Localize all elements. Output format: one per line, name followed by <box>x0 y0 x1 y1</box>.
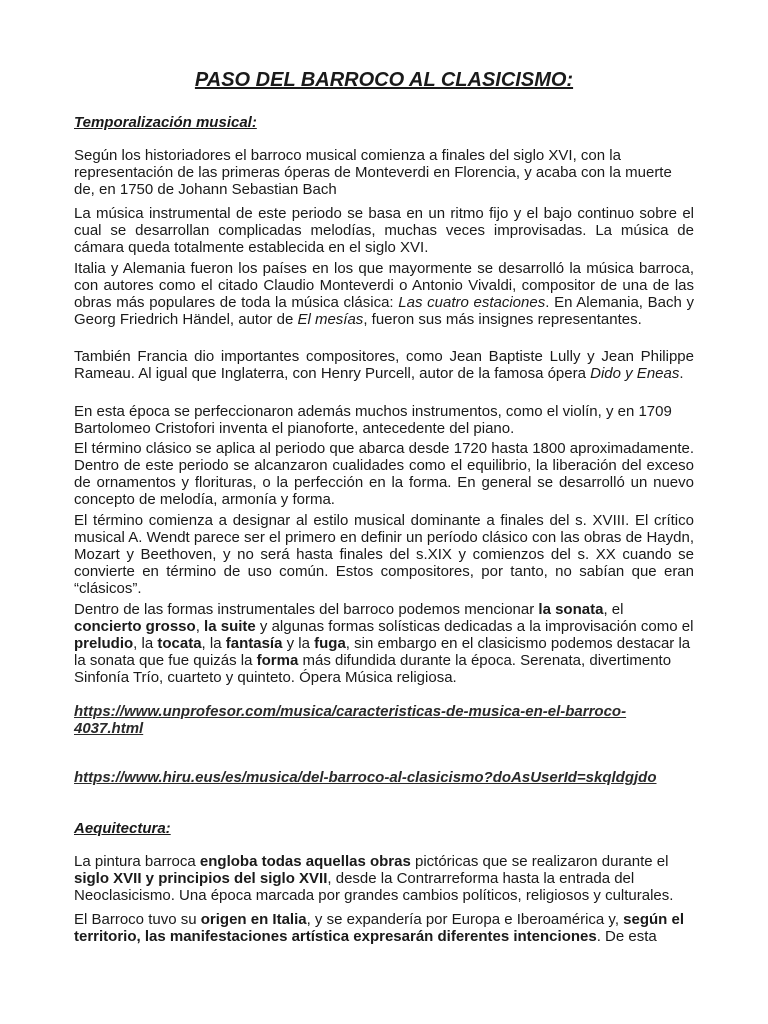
document-title: PASO DEL BARROCO AL CLASICISMO: <box>194 69 574 91</box>
work-title-cuatro-estaciones: Las cuatro estaciones <box>398 294 546 311</box>
paragraph-2: La música instrumental de este periodo se basa en un ritmo fijo y el bajo continuo sobre el cual se desarrollan complicadas melodías, muchas veces improvisadas. La música de cámara queda totalmente establecida en el siglo XVI. <box>74 205 694 256</box>
link-hiru[interactable]: https://www.hiru.eus/es/musica/del-barroco-al-clasicismo?doAsUserId=skqldgjdo <box>74 769 657 786</box>
paragraph-9: La pintura barroca engloba todas aquellas obras pictóricas que se realizaron durante el siglo XVII y principios del siglo XVII, desde la Contrarreforma hasta la entrada del Neoclasicismo. Una época marcada por grandes cambios políticos, religiosos y culturales. <box>74 853 674 904</box>
paragraph-1: Según los historiadores el barroco musical comienza a finales del siglo XVI, con la representación de las primeras óperas de Monteverdi en Florencia, y acaba con la muerte de, en 1750 de Johann Sebastian Bach <box>74 147 672 198</box>
paragraph-8: Dentro de las formas instrumentales del barroco podemos mencionar la sonata, el concierto grosso, la suite y algunas formas solísticas dedicadas a la improvisación como el preludio, la tocata, la fantasía y la fuga, sin embargo en el clasicismo podemos destacar la la sonata que fue quizás la forma más difundida durante la época. Serenata, divertimento Sinfonía Trío, cuarteto y quinteto. Ópera Música religiosa. <box>74 601 694 686</box>
paragraph-4: También Francia dio importantes compositores, como Jean Baptiste Lully y Jean Philippe Rameau. Al igual que Inglaterra, con Henry Purcell, autor de la famosa ópera Dido y Eneas. <box>74 348 694 382</box>
paragraph-7: El término comienza a designar al estilo musical dominante a finales del s. XVIII. El crítico musical A. Wendt parece ser el primero en definir un período clásico con las obras de Haydn, Mozart y Beethoven, y no será hasta finales del s.XIX y comienzos del s. XX cuando se convierte en término de uso común. Estos compositores, por tanto, no sabían que eran “clásicos”. <box>74 512 694 597</box>
paragraph-6: El término clásico se aplica al periodo que abarca desde 1720 hasta 1800 aproximadamente. Dentro de este periodo se alcanzaron cualidades como el equilibrio, la liberación del exceso de ornamentos y florituras, o la perfección en la forma. En general se desarrolló un nuevo concepto de melodía, armonía y forma. <box>74 440 694 508</box>
paragraph-5: En esta época se perfeccionaron además muchos instrumentos, como el violín, y en 1709 Bartolomeo Cristofori inventa el pianoforte, antecedente del piano. <box>74 403 672 437</box>
work-title-dido-y-eneas: Dido y Eneas <box>590 365 680 382</box>
paragraph-10: El Barroco tuvo su origen en Italia, y se expandería por Europa e Iberoamérica y, según el territorio, las manifestaciones artística expresarán diferentes intenciones. De esta <box>74 911 685 945</box>
work-title-el-mesias: El mesías <box>297 311 364 328</box>
section-heading-temporalizacion: Temporalización musical: <box>74 114 257 131</box>
link-unprofesor[interactable]: https://www.unprofesor.com/musica/caracteristicas-de-musica-en-el-barroco-4037.html <box>74 703 627 737</box>
paragraph-3: Italia y Alemania fueron los países en los que mayormente se desarrolló la música barroca, con autores como el citado Claudio Monteverdi o Antonio Vivaldi, compositor de una de las obras más populares de toda la música clásica: Las cuatro estaciones. En Alemania, Bach y Georg Friedrich Händel, autor de El mesías, fueron sus más insignes representantes. <box>74 260 695 328</box>
section-heading-arquitectura: Aequitectura: <box>74 820 171 837</box>
